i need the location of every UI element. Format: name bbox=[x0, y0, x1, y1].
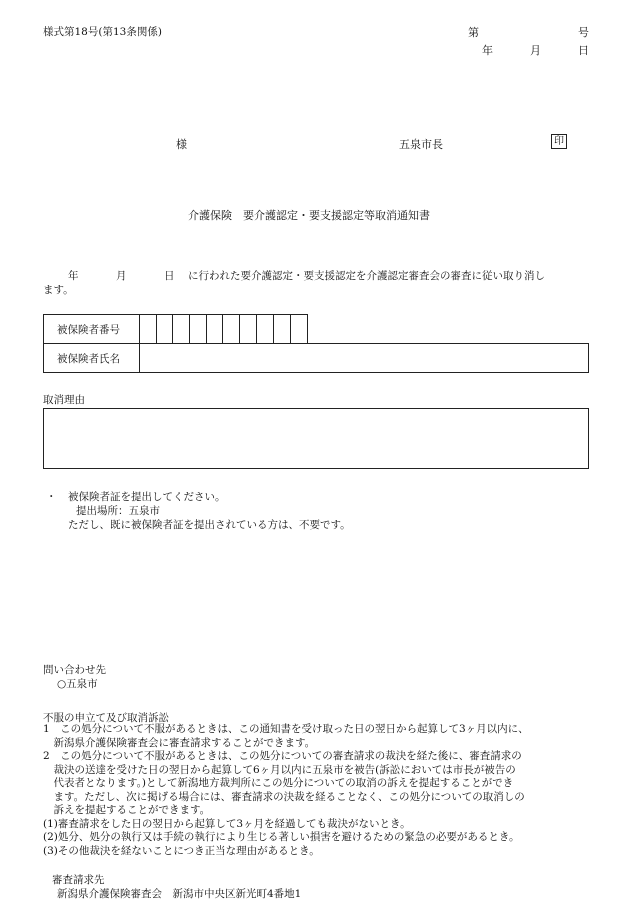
appeal-line: 裁決の送達を受けた日の翌日から起算して6ヶ月以内に五泉市を被告(訴訟においては市長が被告の bbox=[43, 764, 516, 776]
contact-name: ○五泉市 bbox=[57, 678, 98, 690]
insured-number-digits bbox=[140, 315, 307, 344]
digit-cell[interactable] bbox=[223, 315, 240, 344]
date-year: 年 bbox=[482, 44, 493, 57]
digit-cell[interactable] bbox=[190, 315, 207, 344]
insured-number-row bbox=[43, 314, 308, 344]
doc-number-suffix: 号 bbox=[578, 26, 589, 39]
appeal-line: 1 この処分について不服があるときは、この通知書を受け取った日の翌日から起算して3ヶ月以内に、 bbox=[43, 723, 529, 735]
intro-year: 年 bbox=[68, 270, 79, 282]
intro-day: 日 bbox=[164, 270, 175, 282]
appeal-line: ます。ただし、次に掲げる場合には、審査請求の決裁を経ることなく、この処分についての取消しの bbox=[43, 791, 525, 803]
appeal-line: (1)審査請求をした日の翌日から起算して3ヶ月を経過しても裁決がないとき。 bbox=[43, 818, 411, 830]
intro-text-line2: ます。 bbox=[43, 284, 74, 296]
insured-name-field[interactable] bbox=[140, 344, 588, 372]
appeal-line: 代表者となります。)として新潟地方裁判所にこの処分についての取消の訴えを提起することができ bbox=[43, 777, 514, 789]
seal-mark: 印 bbox=[551, 134, 567, 149]
insured-name-label: 被保険者氏名 bbox=[44, 344, 140, 372]
addressee-honorific: 様 bbox=[176, 138, 187, 151]
appeal-line: 新潟県介護保険審査会に審査請求することができます。 bbox=[43, 737, 316, 749]
issuer-name: 五泉市長 bbox=[399, 138, 443, 151]
cancellation-reason-box[interactable] bbox=[43, 408, 589, 469]
digit-cell[interactable] bbox=[240, 315, 257, 344]
appeal-line: (3)その他裁決を経ないことにつき正当な理由があるとき。 bbox=[43, 845, 320, 857]
note-line2: 提出場所：五泉市 bbox=[76, 505, 160, 517]
digit-cell[interactable] bbox=[257, 315, 274, 344]
digit-cell[interactable] bbox=[140, 315, 157, 344]
date-month: 月 bbox=[530, 44, 541, 57]
intro-text-line1: に行われた要介護認定・要支援認定を介護認定審査会の審査に従い取り消し bbox=[188, 270, 545, 282]
digit-cell[interactable] bbox=[274, 315, 291, 344]
document-title: 介護保険 要介護認定・要支援認定等取消通知書 bbox=[188, 209, 430, 222]
digit-cell[interactable] bbox=[290, 315, 307, 344]
digit-cell[interactable] bbox=[157, 315, 174, 344]
note-line1: 被保険者証を提出してください。 bbox=[68, 491, 226, 503]
note-line3: ただし、既に被保険者証を提出されている方は、不要です。 bbox=[68, 519, 351, 531]
doc-number-prefix: 第 bbox=[468, 26, 479, 39]
insured-name-row bbox=[43, 343, 589, 373]
date-day: 日 bbox=[578, 44, 589, 57]
intro-month: 月 bbox=[116, 270, 127, 282]
digit-cell[interactable] bbox=[207, 315, 224, 344]
appeal-heading: 不服の申立て及び取消訴訟 bbox=[43, 712, 169, 724]
digit-cell[interactable] bbox=[173, 315, 190, 344]
insured-number-label: 被保険者番号 bbox=[44, 315, 140, 344]
appeal-destination-label: 審査請求先 bbox=[52, 874, 105, 886]
appeal-line: 2 この処分について不服があるときは、この処分についての審査請求の裁決を経た後に、審査請求の bbox=[43, 750, 522, 762]
appeal-destination: 新潟県介護保険審査会 新潟市中央区新光町4番地1 bbox=[57, 888, 302, 900]
form-number: 様式第18号(第13条関係) bbox=[43, 26, 162, 38]
appeal-line: (2)処分、処分の執行又は手続の執行により生じる著しい損害を避けるための緊急の必要があるとき。 bbox=[43, 831, 520, 843]
note-bullet: ・ bbox=[46, 491, 57, 503]
cancellation-reason-label: 取消理由 bbox=[43, 394, 85, 406]
contact-label: 問い合わせ先 bbox=[43, 664, 106, 676]
appeal-line: 訴えを提起することができます。 bbox=[43, 804, 211, 816]
